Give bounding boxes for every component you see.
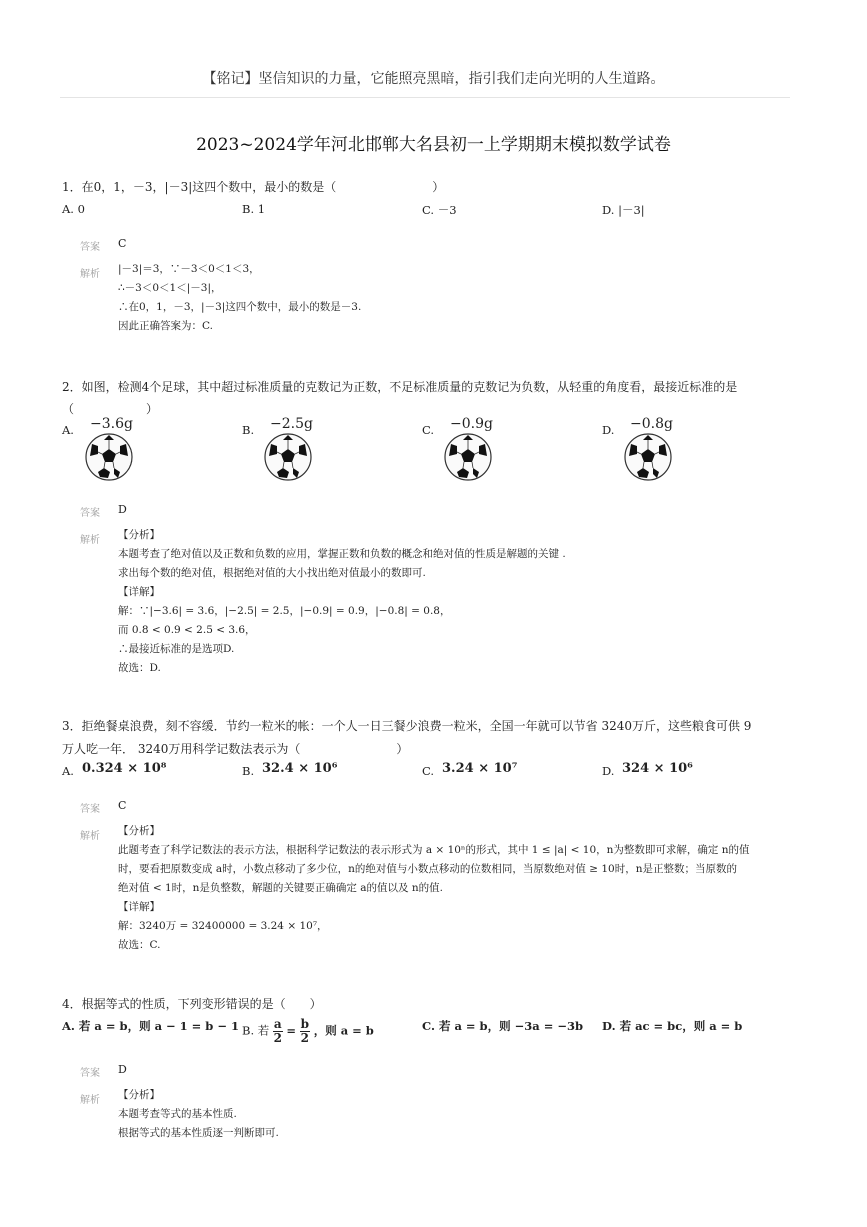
q4-answer: D (118, 1063, 127, 1076)
q1-solution-line: |－3|＝3，∵－3＜0＜1＜3， (118, 263, 260, 275)
q1-solution-line: ∴－3＜0＜1＜|－3|， (118, 282, 222, 294)
fraction-denominator: 2 (300, 1031, 310, 1045)
q2-option-a: A. (62, 423, 74, 437)
fraction-numerator: b (300, 1017, 310, 1031)
q3-option-b: B. (242, 764, 255, 778)
header-divider (60, 97, 790, 98)
q3-solution-line: 解：3240万 = 32400000 = 3.24 × 10⁷， (118, 920, 328, 932)
q2-weight-b: −2.5g (270, 416, 313, 432)
question-1-stem: 1．在0，1，－3，|－3|这四个数中，最小的数是（ ） (62, 180, 445, 194)
q3-option-a-value: 0.324 × 10⁸ (82, 761, 167, 776)
q2-answer: D (118, 503, 127, 516)
q4-option-b-letter: B. (242, 1023, 255, 1038)
q2-solution-line: 解：∵|−3.6| = 3.6，|−2.5| = 2.5，|−0.9| = 0.9，|−0.8| = 0.8， (118, 605, 451, 617)
q2-solution (118, 526, 566, 678)
q4-option-a: A. 若 a = b，则 a − 1 = b − 1 (62, 1019, 239, 1033)
q3-solution-line: 时，要看把原数变成 a时，小数点移动了多少位，n的绝对值与小数点移动的位数相同，当原数绝对值 ≥ 10时，n是正整数；当原数的 (118, 863, 737, 875)
soccer-ball-icon (84, 432, 134, 482)
q2-weight-a: −3.6g (90, 416, 133, 432)
q3-option-a: A. (62, 764, 74, 778)
motto-banner: 【铭记】坚信知识的力量，它能照亮黑暗，指引我们走向光明的人生道路。 (202, 71, 665, 87)
q3-solution-line: 【详解】 (118, 901, 160, 913)
q1-solution-line: 因此正确答案为：C. (118, 320, 213, 332)
fraction-a-over-2 (273, 1018, 283, 1045)
question-3-stem-cont: 万人吃一年． 3240万用科学记数法表示为（ ） (62, 742, 409, 756)
q3-solution-line: 【分析】 (118, 825, 160, 837)
q1-analysis-label: 解析 (80, 269, 100, 280)
q2-option-d: D. (602, 423, 615, 437)
q2-solution-line: 而 0.8 < 0.9 < 2.5 < 3.6， (118, 624, 256, 636)
q2-solution-line: 【分析】 (118, 529, 160, 541)
q3-option-c-value: 3.24 × 10⁷ (442, 761, 518, 776)
q2-option-c: C. (422, 423, 435, 437)
q2-solution-line: 故选：D. (118, 662, 161, 674)
q2-solution-line: ∴最接近标准的是选项D. (118, 643, 235, 655)
q3-option-d: D. (602, 764, 615, 778)
q4-answer-label: 答案 (80, 1068, 100, 1079)
q2-solution-line: 本题考查了绝对值以及正数和负数的应用，掌握正数和负数的概念和绝对值的性质是解题的关键 . (118, 548, 566, 560)
q1-option-d: D. |－3| (602, 203, 645, 217)
q2-analysis-label: 解析 (80, 535, 100, 546)
question-2-stem-cont: （ ） (62, 402, 159, 416)
q3-solution-line: 故选：C. (118, 939, 161, 951)
q3-option-c: C. (422, 764, 435, 778)
soccer-ball-icon (623, 432, 673, 482)
q2-weight-d: −0.8g (630, 416, 673, 432)
question-2-stem: 2．如图，检测4个足球，其中超过标准质量的克数记为正数，不足标准质量的克数记为负数，从轻重的角度看，最接近标准的是 (62, 380, 738, 394)
q1-answer: C (118, 237, 127, 250)
equals-sign: = (286, 1023, 296, 1038)
q4-solution-line: 【分析】 (118, 1089, 160, 1101)
q3-answer-label: 答案 (80, 804, 100, 815)
q4-option-b-suffix: ，则 a = b (313, 1023, 374, 1038)
q4-option-b (242, 1018, 374, 1045)
q3-solution-line: 此题考查了科学记数法的表示方法，根据科学记数法的表示形式为 a × 10ⁿ的形式，其中 1 ≤ |a| < 10，n为整数即可求解，确定 n的值 (118, 844, 750, 856)
q3-analysis-label: 解析 (80, 831, 100, 842)
q2-weight-c: −0.9g (450, 416, 493, 432)
exam-title: 2023~2024学年河北邯郸大名县初一上学期期末模拟数学试卷 (196, 135, 671, 155)
q4-solution (118, 1086, 279, 1143)
q1-option-a: A. 0 (62, 202, 85, 216)
q4-option-b-prefix: 若 (257, 1023, 270, 1038)
fraction-numerator: a (273, 1017, 282, 1031)
q1-answer-label: 答案 (80, 242, 100, 253)
q1-option-b: B. 1 (242, 202, 266, 216)
q2-solution-line: 【详解】 (118, 586, 160, 598)
q1-solution-line: ∴在0，1，－3，|－3|这四个数中，最小的数是－3. (118, 301, 362, 313)
question-3-stem: 3．拒绝餐桌浪费，刻不容缓．节约一粒米的帐：一个人一日三餐少浪费一粒米，全国一年就可以节省 3240万斤，这些粮食可供 9 (62, 719, 752, 733)
q1-option-c: C. －3 (422, 203, 457, 217)
q4-option-d: D. 若 ac = bc，则 a = b (602, 1019, 743, 1033)
q2-solution-line: 求出每个数的绝对值，根据绝对值的大小找出绝对值最小的数即可. (118, 567, 426, 579)
q2-option-b: B. (242, 423, 255, 437)
q4-analysis-label: 解析 (80, 1095, 100, 1106)
q3-option-b-value: 32.4 × 10⁶ (262, 761, 338, 776)
fraction-denominator: 2 (273, 1031, 282, 1045)
q3-solution (118, 822, 750, 955)
soccer-ball-icon (443, 432, 493, 482)
q1-solution (118, 260, 361, 336)
q3-option-d-value: 324 × 10⁶ (622, 761, 693, 776)
q3-solution-line: 绝对值 < 1时，n是负整数，解题的关键要正确确定 a的值以及 n的值. (118, 882, 443, 894)
q3-answer: C (118, 799, 127, 812)
question-4-stem: 4．根据等式的性质，下列变形错误的是（ ） (62, 997, 322, 1011)
q4-solution-line: 根据等式的基本性质逐一判断即可. (118, 1127, 279, 1139)
q2-answer-label: 答案 (80, 508, 100, 519)
q4-option-c: C. 若 a = b，则 −3a = −3b (422, 1019, 584, 1033)
fraction-b-over-2 (300, 1018, 310, 1045)
q4-solution-line: 本题考查等式的基本性质. (118, 1108, 237, 1120)
soccer-ball-icon (263, 432, 313, 482)
